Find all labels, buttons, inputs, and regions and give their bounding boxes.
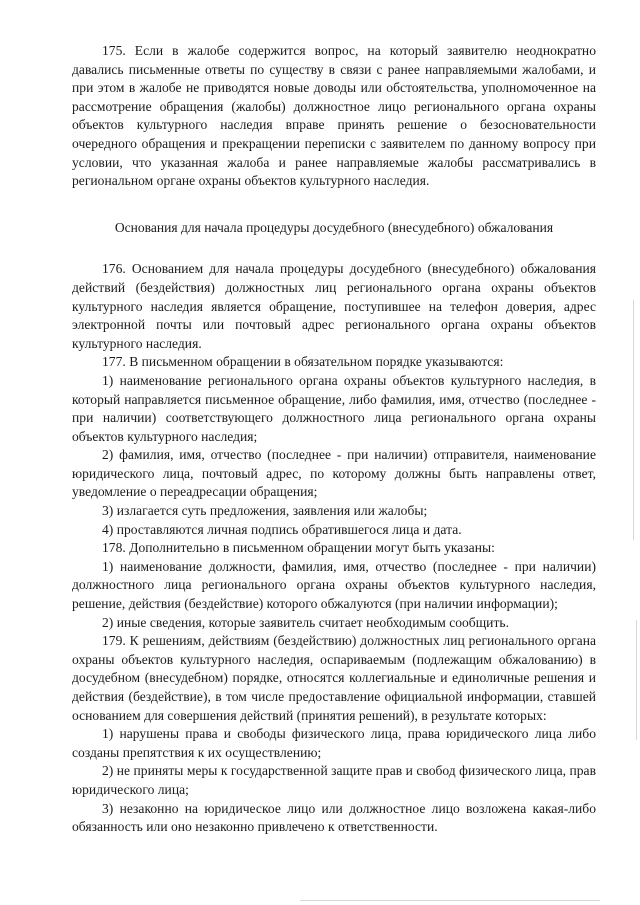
spacer (72, 237, 596, 260)
paragraph-179: 179. К решениям, действиям (бездействию) должностных лиц регионального органа охраны объектов культурного наследия, оспариваемым (подлежащим обжалованию) в досудебном (внесудебном) порядке, относятся коллегиальные и единоличные решения и действия (бездействие), в том числе предоставление официальной информации, ставшей основанием для совершения действий (принятия решений), в результате которых: (72, 633, 596, 723)
paragraph-178-item-2: 2) иные сведения, которые заявитель считает необходимым сообщить. (102, 614, 509, 630)
scan-edge-mark (636, 620, 637, 740)
scan-bottom-mark (300, 900, 600, 901)
paragraph-177-item-2: 2) фамилия, имя, отчество (последнее - при наличии) отправителя, наименование юридического лица, почтовый адрес, по которому должны быть направлены ответ, уведомление о переадресации обращения; (72, 447, 596, 500)
paragraph-179-item-2: 2) не приняты меры к государственной защите прав и свобод физического лица, прав юридического лица; (72, 763, 596, 797)
paragraph-178: 178. Дополнительно в письменном обращении могут быть указаны: (102, 540, 495, 556)
paragraph-177: 177. В письменном обращении в обязательном порядке указываются: (102, 354, 504, 370)
section-heading: Основания для начала процедуры досудебного (внесудебного) обжалования (114, 219, 554, 235)
paragraph-177-item-1: 1) наименование регионального органа охраны объектов культурного наследия, в который направляется письменное обращение, либо фамилия, имя, отчество (последнее - при наличии) соответствующего должностного лица регионального органа охраны объектов культурного наследия; (72, 372, 596, 444)
spacer (72, 191, 596, 219)
scan-edge-mark (633, 300, 634, 540)
paragraph-177-item-3: 3) излагается суть предложения, заявления или жалобы; (102, 503, 428, 519)
paragraph-179-item-1: 1) нарушены права и свободы физического лица, права юридического лица либо созданы препятствия к их осуществлению; (72, 726, 596, 760)
paragraph-176: 176. Основанием для начала процедуры досудебного (внесудебного) обжалования действий (бездействия) должностных лиц регионального органа охраны объектов культурного наследия является обращение, поступившее на телефон доверия, адрес электронной почты или почтовый адрес регионального органа охраны объектов культурного наследия. (72, 261, 596, 351)
document-page (72, 42, 596, 837)
paragraph-175: 175. Если в жалобе содержится вопрос, на который заявителю неоднократно давались письменные ответы по существу в связи с ранее направляемыми жалобами, и при этом в жалобе не приводятся новые доводы или обстоятельства, уполномоченное на рассмотрение обращения (жалобы) должностное лицо регионального органа охраны объектов культурного наследия вправе принять решение о безосновательности очередного обращения и прекращении переписки с заявителем по данному вопросу при условии, что указанная жалоба и ранее направляемые жалобы рассматривались в региональном органе охраны объектов культурного наследия. (72, 43, 596, 189)
paragraph-178-item-1: 1) наименование должности, фамилия, имя, отчество (последнее - при наличии) должностного лица регионального органа охраны объектов культурного наследия, решение, действия (бездействие) которого обжалуются (при наличии информации); (72, 558, 596, 612)
paragraph-177-item-4: 4) проставляются личная подпись обратившегося лица и дата. (102, 521, 462, 537)
paragraph-179-item-3: 3) незаконно на юридическое лицо или должностное лицо возложена какая-либо обязанность или оно незаконно привлечено к ответственности. (72, 800, 596, 835)
